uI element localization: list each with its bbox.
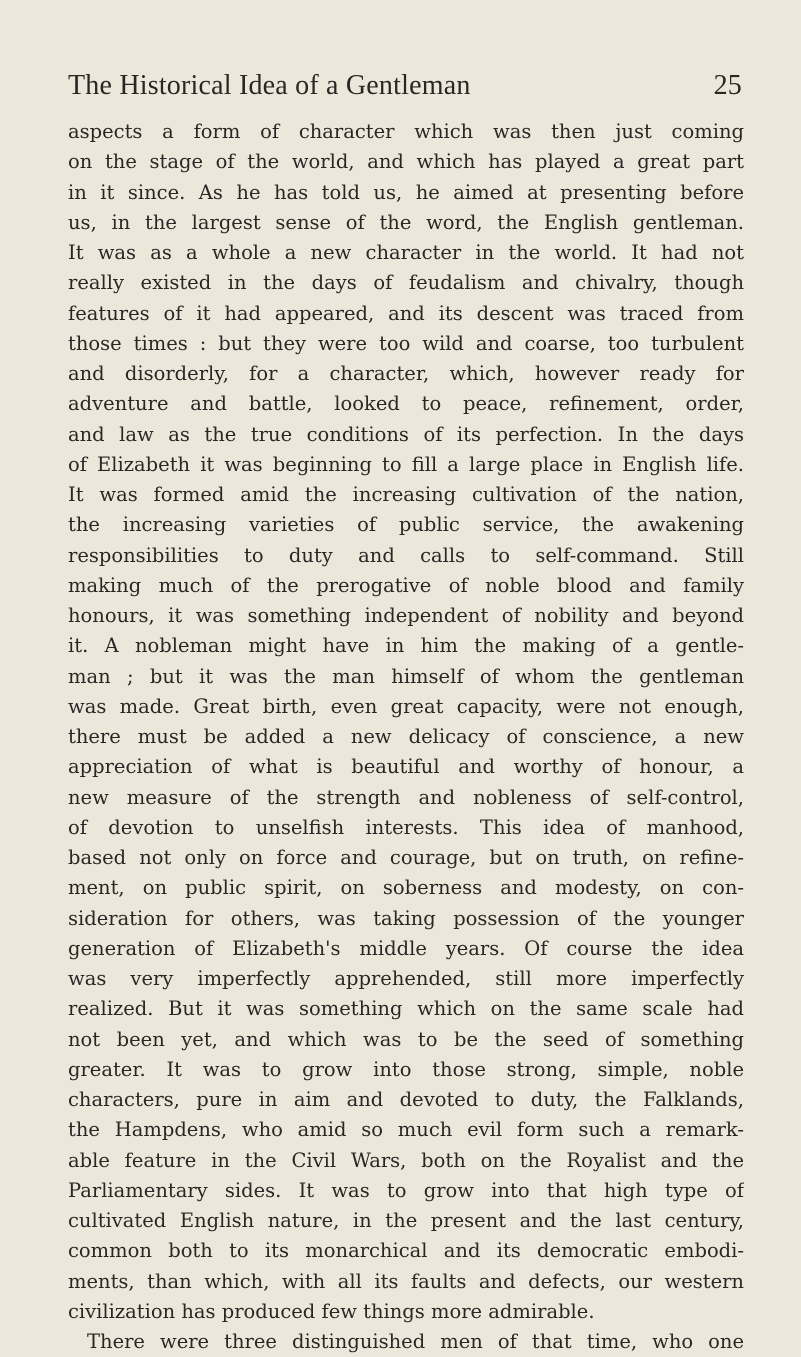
text-line: responsibilities to duty and calls to self-command. Still (68, 543, 744, 567)
text-line: there must be added a new delicacy of conscience, a new (68, 725, 744, 748)
text-line: those times : but they were too wild and coarse, too turbulent (68, 331, 744, 355)
text-line: the increasing varieties of public service, the awakening (68, 513, 744, 537)
text-line: generation of Elizabeth's middle years. Of course the idea (68, 936, 744, 960)
text-line: based not only on force and courage, but on truth, on refine- (68, 846, 744, 869)
text-line: realized. But it was something which on the same scale had (68, 997, 744, 1021)
text-line: it. A nobleman might have in him the making of a gentle- (68, 634, 744, 658)
page-number: 25 (713, 70, 742, 101)
text-line: aspects a form of character which was then just coming (68, 120, 744, 143)
text-line: man ; but it was the man himself of whom the gentleman (68, 664, 744, 688)
text-line: and law as the true conditions of its perfection. In the days (68, 422, 744, 446)
text-line: in it since. As he has told us, he aimed at presenting before (68, 180, 744, 204)
text-line: civilization has produced few things more admirable. (68, 1299, 595, 1323)
text-line: making much of the prerogative of noble blood and family (68, 573, 744, 597)
running-title: The Historical Idea of a Gentleman (68, 70, 471, 101)
text-line: of Elizabeth it was beginning to fill a large place in English life. (68, 452, 744, 476)
text-line: able feature in the Civil Wars, both on the Royalist and the (68, 1148, 744, 1172)
text-line: common both to its monarchical and its democratic embodi- (68, 1239, 744, 1263)
text-line: adventure and battle, looked to peace, refinement, order, (68, 392, 744, 416)
text-line: was made. Great birth, even great capacity, were not enough, (68, 694, 744, 718)
text-line: on the stage of the world, and which has played a great part (68, 150, 744, 174)
text-line: the Hampdens, who amid so much evil form such a remark- (68, 1118, 744, 1142)
text-line: appreciation of what is beautiful and worthy of honour, a (68, 755, 744, 779)
text-line: new measure of the strength and nobleness of self-control, (68, 785, 744, 809)
running-head (68, 66, 744, 106)
text-line: It was formed amid the increasing cultivation of the nation, (68, 483, 744, 506)
text-line: Parliamentary sides. It was to grow into that high type of (68, 1178, 744, 1202)
text-line: ment, on public spirit, on soberness and modesty, on con- (68, 876, 744, 900)
text-line: characters, pure in aim and devoted to duty, the Falklands, (68, 1088, 744, 1111)
text-line: really existed in the days of feudalism and chivalry, though (68, 271, 744, 295)
text-line: was very imperfectly apprehended, still more imperfectly (68, 967, 744, 990)
text-line: greater. It was to grow into those strong, simple, noble (68, 1057, 744, 1081)
body-text (68, 117, 744, 1357)
text-line: and disorderly, for a character, which, however ready for (68, 362, 744, 385)
text-line: sideration for others, was taking possession of the younger (68, 906, 744, 930)
text-line: There were three distinguished men of that time, who one (87, 1330, 744, 1353)
text-line: ments, than which, with all its faults and defects, our western (68, 1269, 744, 1293)
text-line: us, in the largest sense of the word, the English gentleman. (68, 210, 744, 234)
text-line: It was as a whole a new character in the world. It had not (68, 241, 744, 264)
text-line: honours, it was something independent of nobility and beyond (68, 604, 744, 627)
text-line: cultivated English nature, in the present and the last century, (68, 1209, 744, 1232)
text-line: of devotion to unselfish interests. This idea of manhood, (68, 815, 744, 839)
text-line: not been yet, and which was to be the seed of something (68, 1027, 744, 1051)
text-line: features of it had appeared, and its descent was traced from (68, 301, 744, 325)
